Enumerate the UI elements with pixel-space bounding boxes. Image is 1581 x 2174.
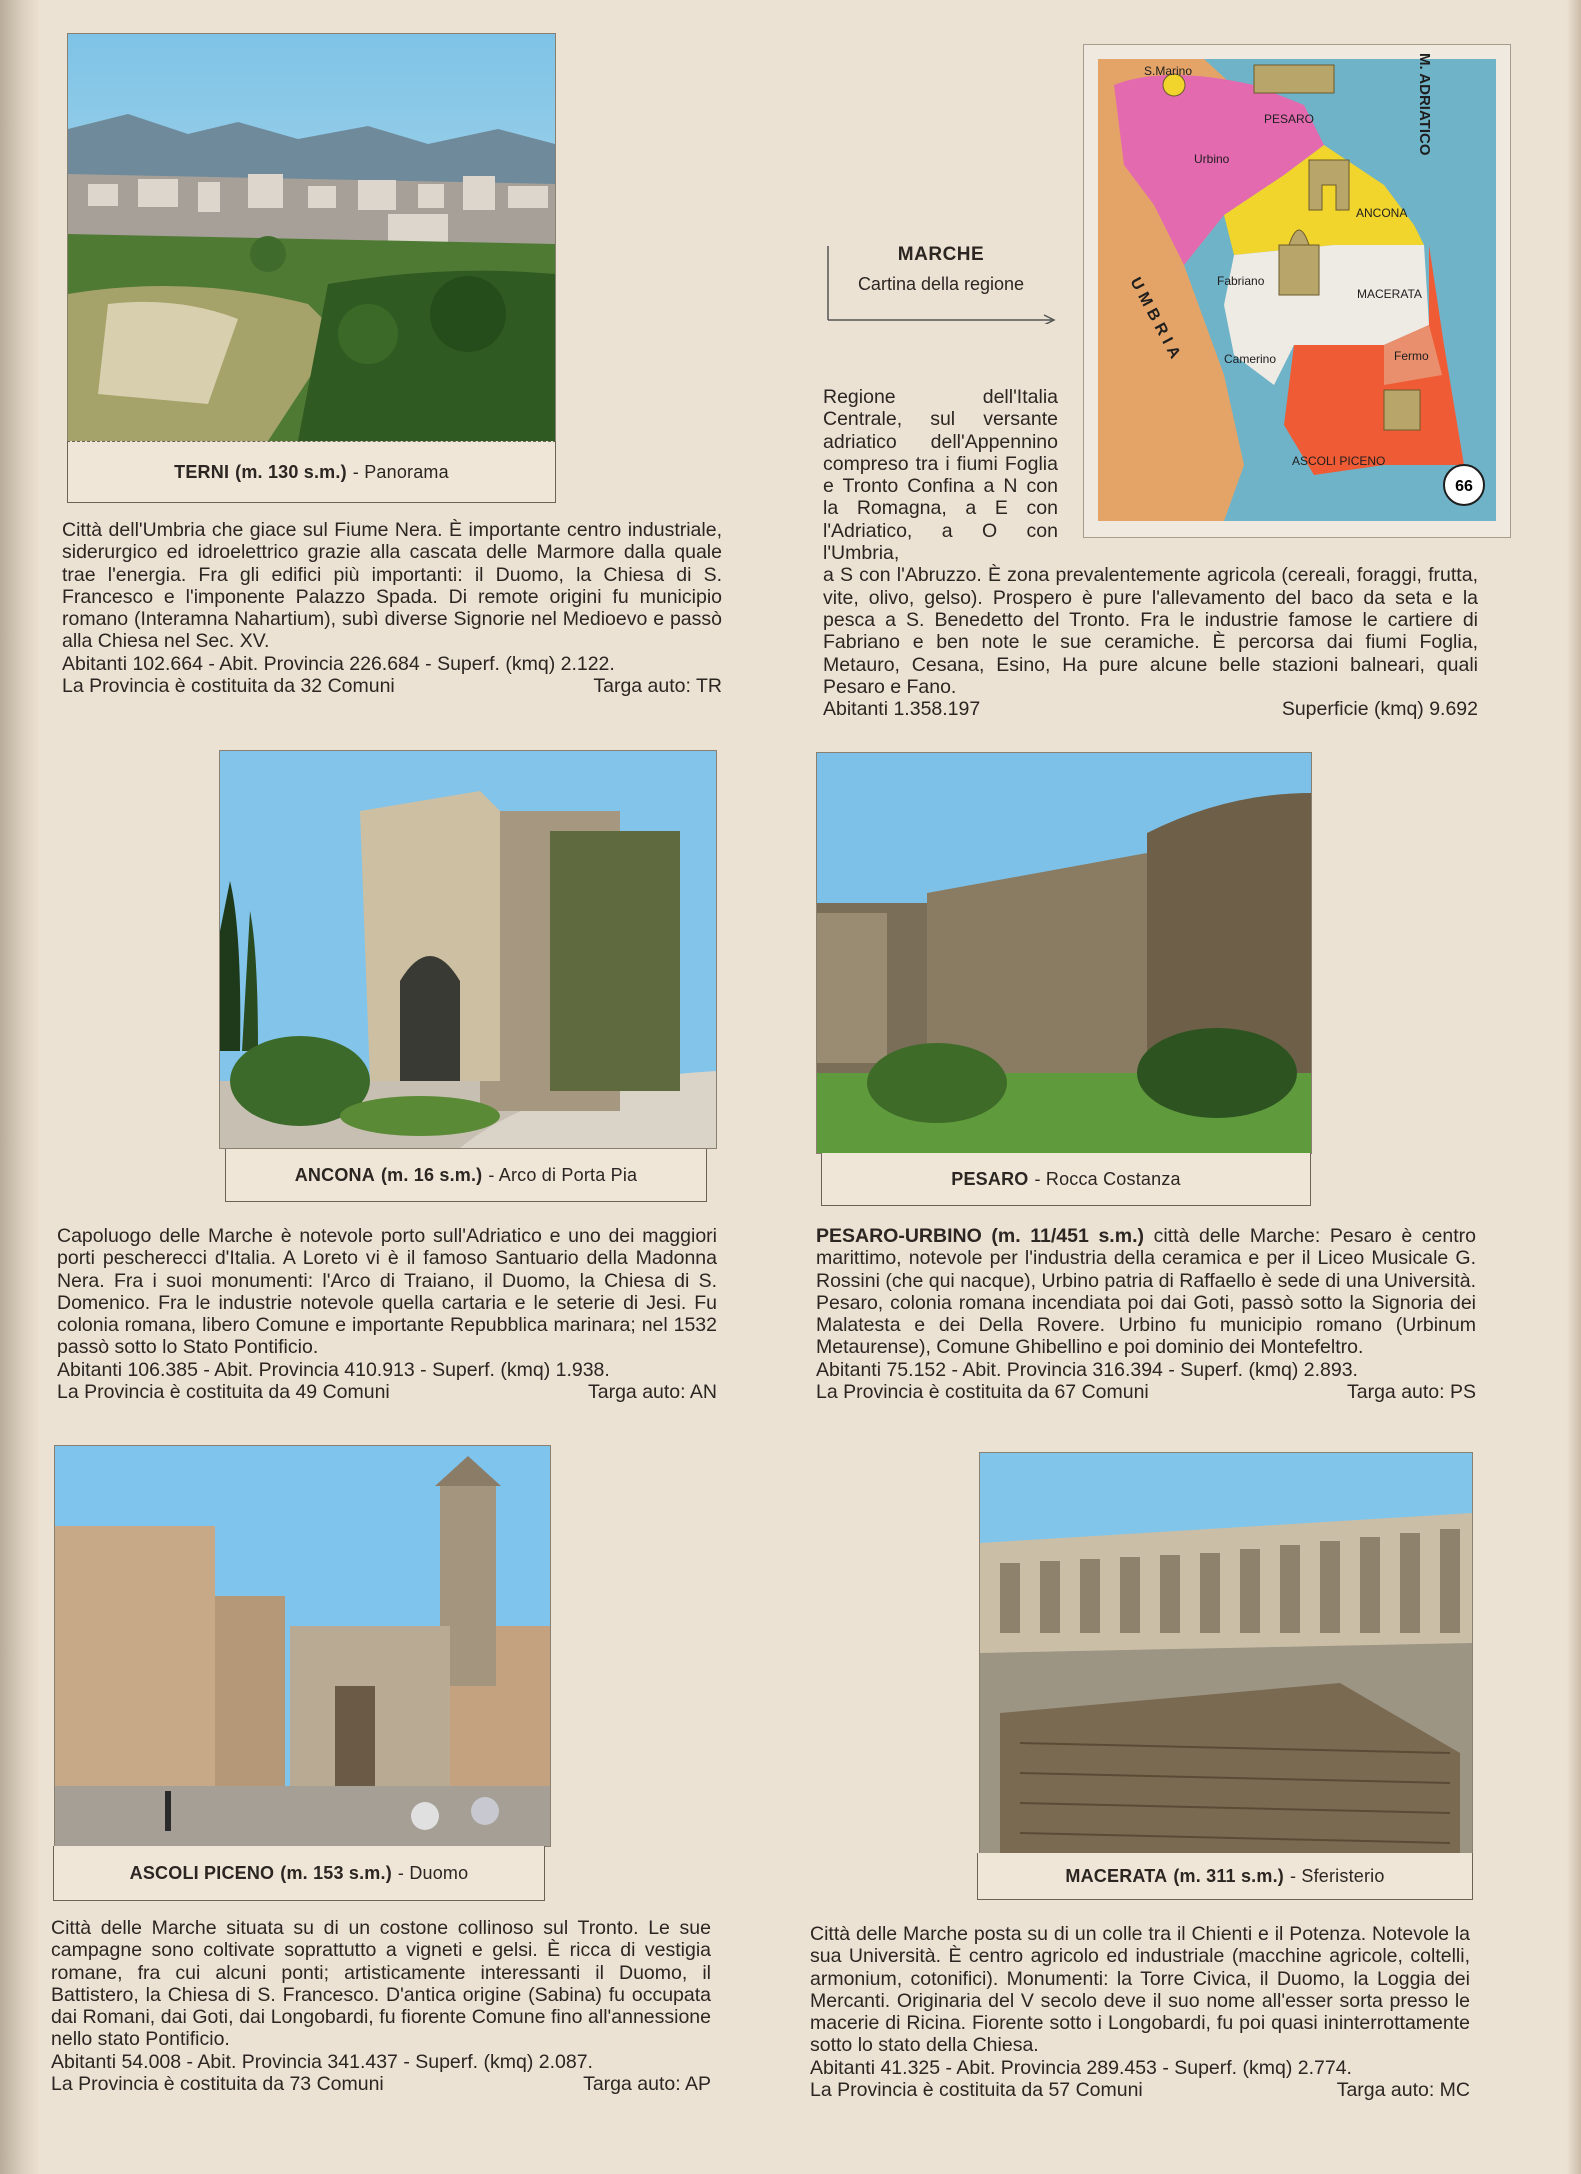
macerata-caption: [977, 1853, 1473, 1900]
page-edge-shadow: [1567, 0, 1581, 2174]
map-label-pesaro: PESARO: [1264, 112, 1315, 126]
pesaro-targa: Targa auto: PS: [1347, 1381, 1476, 1404]
terni-caption-desc: - Panorama: [352, 461, 449, 482]
ascoli-caption-altitude: (m. 153 s.m.): [280, 1862, 392, 1883]
map-label-fermo: Fermo: [1394, 349, 1429, 363]
pesaro-description: città delle Marche: Pesaro è centro marittimo, notevole per l'industria della ceramica e per il Liceo Musicale G. Rossini (che qui nacque), Urbino patria di Raffaello è sede di una Università. Pesaro, colonia romana incendiata poi dai Goti, passò sotto la Signoria dei Malatesta e dei Della Rovere. Urbino fu municipio romano (Urbinum Metaurense), Comune Ghibellino e poi dominio dei Montefeltro.: [816, 1225, 1477, 1359]
ancona-text-block: [57, 1225, 717, 1403]
pesaro-caption: [821, 1153, 1311, 1206]
ancona-caption-desc: - Arco di Porta Pia: [488, 1164, 638, 1185]
terni-stats: Abitanti 102.664 - Abit. Provincia 226.684 - Superf. (kmq) 2.122.: [62, 652, 615, 675]
ancona-description: Capoluogo delle Marche è notevole porto sull'Adriatico e uno dei maggiori porti pescherecci d'Italia. A Loreto vi è il famoso Santuario della Madonna Nera. Fra i suoi monumenti: l'Arco di Traiano, il Duomo, la Chiesa di S. Domenico. Fra le industrie notevole quella cartaria e le seterie di Jesi. Fu colonia romana, libero Comune e importante Repubblica marinara; nel 1532 passò sotto lo Stato Pontificio.: [57, 1225, 717, 1359]
ascoli-left-palace: [55, 1526, 215, 1786]
ascoli-description: Città delle Marche situata su di un costone collinoso sul Tronto. Le sue campagne sono coltivate soprattutto a vigneti e gelsi. È ricca di vestigia romane, fra cui alcuni ponti; artisticamente interessanti il Duomo, il Battistero, la Chiesa di S. Francesco. D'antica origine (Sabina) fu occupata dai Romani, dai Goti, dai Longobardi, fu fiorente Comune fino all'annessione nello stato Pontificio.: [51, 1917, 711, 2051]
ascoli-caption-city: ASCOLI PICENO: [129, 1862, 275, 1883]
marche-superficie: Superficie (kmq) 9.692: [1281, 698, 1478, 721]
macerata-photo: [979, 1452, 1473, 1854]
pesaro-stats: Abitanti 75.152 - Abit. Provincia 316.394 - Superf. (kmq) 2.893.: [816, 1358, 1358, 1381]
ancona-caption-altitude: (m. 16 s.m.): [380, 1164, 483, 1185]
pesaro-caption-city: PESARO: [951, 1168, 1029, 1189]
pesaro-monument-icon: [1254, 65, 1334, 93]
map-label-ascoli: ASCOLI PICENO: [1292, 454, 1386, 468]
pesaro-text-block: [816, 1225, 1476, 1403]
ascoli-caption-desc: - Duomo: [397, 1862, 469, 1883]
ancona-caption-city: ANCONA: [294, 1164, 375, 1185]
map-label-umbria: UMBRIA: [1126, 274, 1186, 366]
map-label-camerino: Camerino: [1224, 352, 1277, 366]
ascoli-photo: [54, 1445, 551, 1847]
ascoli-targa: Targa auto: AP: [583, 2073, 711, 2096]
terni-description: Città dell'Umbria che giace sul Fiume Nera. È importante centro industriale, siderurgico ed idroelettrico grazie alla cascata delle Marmore dalla quale trae l'energia. Fra gli edifici più importanti: il Duomo, la Chiesa di S. Francesco e l'imponente Palazzo Spada. Di remote origini fu municipio romano (Interamna Nahartium), subì diverse Signorie nel Medioevo e passò alla Chiesa nel Sec. XV.: [62, 519, 722, 653]
terni-targa: Targa auto: TR: [593, 675, 722, 698]
macerata-stats: Abitanti 41.325 - Abit. Provincia 289.453 - Superf. (kmq) 2.774.: [810, 2056, 1352, 2079]
map-label-fabriano: Fabriano: [1217, 274, 1265, 288]
terni-caption: [67, 441, 556, 503]
macerata-caption-city: MACERATA: [1065, 1865, 1168, 1886]
ascoli-comuni: La Provincia è costituita da 73 Comuni: [51, 2073, 384, 2096]
map-number: 66: [1455, 478, 1473, 495]
ancona-comuni: La Provincia è costituita da 49 Comuni: [57, 1381, 390, 1404]
ancona-caption: [225, 1149, 707, 1202]
pesaro-comuni: La Provincia è costituita da 67 Comuni: [816, 1381, 1149, 1404]
macerata-caption-altitude: (m. 311 s.m.): [1173, 1865, 1284, 1886]
ascoli-text-block: [51, 1917, 711, 2095]
marche-subtitle: Cartina della regione: [857, 274, 1025, 294]
page-binding-shadow: [0, 0, 40, 2174]
marche-title: MARCHE: [897, 244, 985, 265]
map-label-macerata: MACERATA: [1357, 287, 1422, 301]
map-label-ancona: ANCONA: [1356, 206, 1408, 220]
map-label-s-marino: S.Marino: [1144, 64, 1193, 78]
ancona-targa: Targa auto: AN: [588, 1381, 717, 1404]
ancona-photo: [219, 750, 717, 1149]
terni-caption-altitude: (m. 130 s.m.): [235, 461, 347, 482]
marche-text-bottom: a S con l'Abruzzo. È zona prevalentemente agricola (cereali, foraggi, frutta, vite, olivo, gelso). Prospero è pure l'allevamento del baco da seta e la pesca a S. Benedetto del Tronto. Fra le industrie famose le cartiere di Fabriano e ben note le sue ceramiche. È percorsa dai fiumi Foglia, Metauro, Cesana, Esino, Ha pure alcune belle stazioni balneari, quali Pesaro e Fano.: [823, 564, 1478, 698]
marche-text-block: [823, 386, 1478, 720]
ancona-stats: Abitanti 106.385 - Abit. Provincia 410.913 - Superf. (kmq) 1.938.: [57, 1358, 610, 1381]
marche-text-top: Regione dell'Italia Centrale, sul versante adriatico dell'Appennino compreso tra i fiumi Foglia e Tronto Confina a N con la Romagna, a E con l'Adriatico, a O con l'Umbria,: [823, 386, 1058, 565]
pesaro-photo: [816, 752, 1312, 1154]
terni-photo: [67, 33, 556, 442]
map-label-urbino: Urbino: [1194, 152, 1230, 166]
marche-abitanti: Abitanti 1.358.197: [823, 698, 981, 721]
terni-caption-city: TERNI: [174, 461, 230, 482]
macerata-comuni: La Provincia è costituita da 57 Comuni: [810, 2079, 1143, 2102]
macerata-description: Città delle Marche posta su di un colle tra il Chienti e il Potenza. Notevole la sua Università. È centro agricolo ed industriale (macchine agricole, coltelli, armonium, cotonifici). Monumenti: la Torre Civica, il Duomo, la Loggia dei Mercanti. Originaria del V secolo deve il suo nome all'esser sorta presso le macerie di Ricina. Fiorente sotto i Longobardi, fu poi quasi ininterrottamente sotto lo stato della Chiesa.: [810, 1923, 1470, 2057]
macerata-caption-desc: - Sferisterio: [1289, 1865, 1385, 1886]
pesaro-caption-desc: - Rocca Costanza: [1034, 1168, 1181, 1189]
terni-text-block: [62, 519, 722, 697]
marche-title-block: [826, 244, 1056, 295]
terni-comuni: La Provincia è costituita da 32 Comuni: [62, 675, 395, 698]
macerata-text-block: [810, 1923, 1470, 2101]
pesaro-text-head: PESARO-URBINO (m. 11/451 s.m.): [816, 1225, 1144, 1247]
macerata-targa: Targa auto: MC: [1336, 2079, 1470, 2102]
map-label-sea: M. ADRIATICO: [1416, 53, 1433, 156]
ascoli-stats: Abitanti 54.008 - Abit. Provincia 341.437 - Superf. (kmq) 2.087.: [51, 2050, 593, 2073]
ascoli-caption: [53, 1846, 545, 1901]
